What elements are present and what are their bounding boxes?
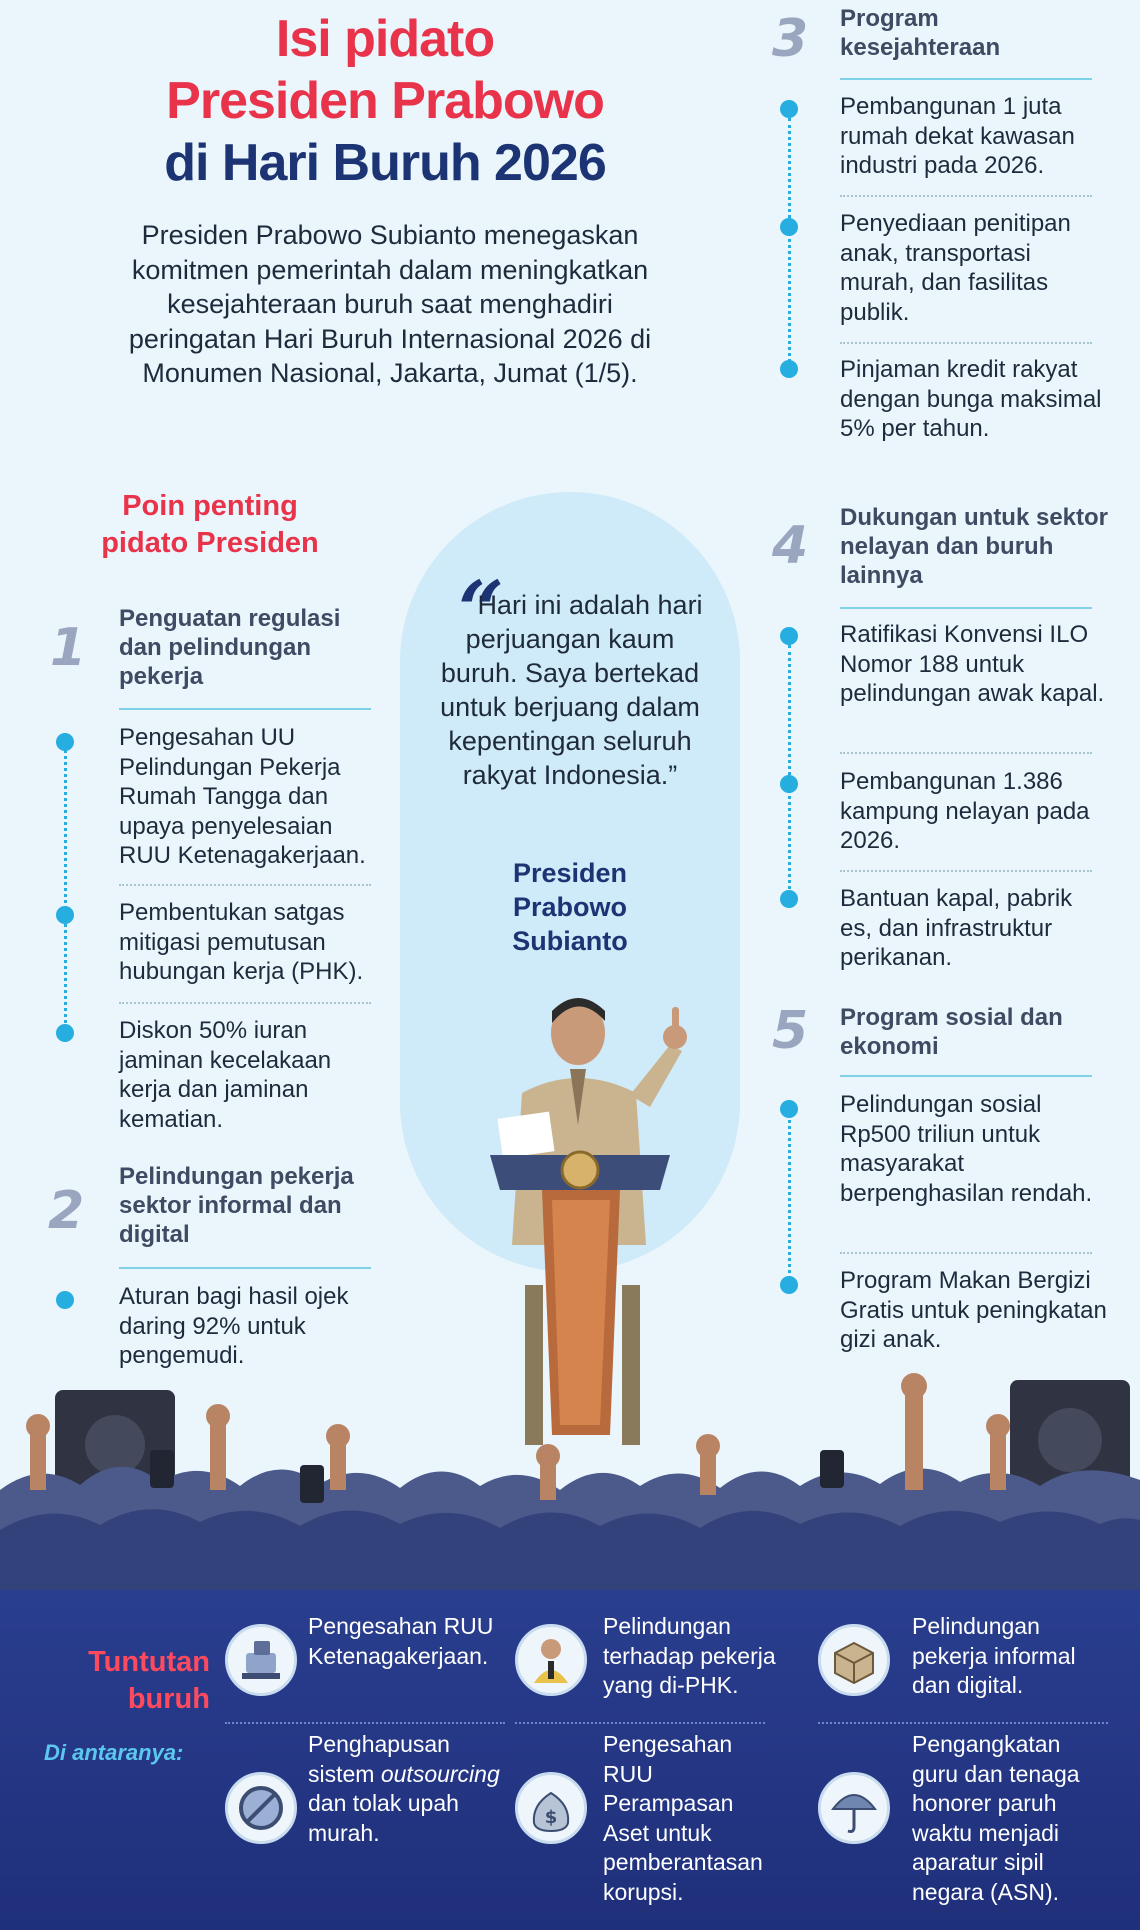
section-2-rule bbox=[119, 1267, 371, 1269]
bullet-dot bbox=[780, 100, 798, 118]
quote-attribution: Presiden Prabowo Subianto bbox=[512, 858, 628, 956]
demands-heading-line-2: buruh bbox=[127, 1683, 210, 1715]
delivery-box-icon bbox=[818, 1624, 890, 1696]
demand-item-6: Pengangkatan guru dan tenaga honorer paruh waktu menjadi aparatur sipil negara (ASN). bbox=[912, 1731, 1080, 1905]
section-1-connector bbox=[64, 745, 67, 1035]
money-bag-icon bbox=[515, 1772, 587, 1844]
demand-separator bbox=[225, 1722, 505, 1724]
section-4-number: 4 bbox=[772, 516, 809, 576]
section-3-item-1: Pembangunan 1 juta rumah dekat kawasan industri pada 2026. bbox=[840, 93, 1075, 179]
section-3-item-2: Penyediaan penitipan anak, transportasi murah, dan fasilitas publik. bbox=[840, 210, 1071, 326]
section-5-item-1: Pelindungan sosial Rp500 triliun untuk masyarakat berpenghasilan rendah. bbox=[840, 1091, 1093, 1207]
section-2-number: 2 bbox=[48, 1181, 85, 1241]
section-5-item-2: Program Makan Bergizi Gratis untuk peningkatan gizi anak. bbox=[840, 1267, 1107, 1353]
section-3-title: Program kesejahteraan bbox=[840, 5, 1001, 61]
section-2-title: Pelindungan pekerja sektor informal dan digital bbox=[119, 1163, 354, 1248]
section-3-item-3: Pinjaman kredit rakyat dengan bunga maksimal 5% per tahun. bbox=[840, 356, 1102, 442]
key-points-heading bbox=[70, 488, 350, 562]
section-1-rule bbox=[119, 708, 371, 710]
key-points-heading-line-2: pidato Presiden bbox=[101, 527, 319, 559]
bullet-dot bbox=[56, 906, 74, 924]
dismissed-worker-icon bbox=[515, 1624, 587, 1696]
item-separator bbox=[840, 342, 1092, 344]
section-5-title: Program sosial dan ekonomi bbox=[840, 1004, 1063, 1060]
section-3-number: 3 bbox=[772, 9, 809, 69]
crowd-illustration bbox=[0, 1370, 1140, 1610]
demand-item-1: Pengesahan RUU Ketenagakerjaan. bbox=[308, 1613, 494, 1669]
section-4-rule bbox=[840, 607, 1092, 609]
title-line-1: Isi pidato bbox=[275, 10, 495, 68]
demand-item-5: Pengesahan RUU Perampasan Aset untuk pemberantasan korupsi. bbox=[603, 1731, 763, 1905]
section-5-connector bbox=[788, 1120, 791, 1285]
item-separator bbox=[840, 870, 1092, 872]
section-3-connector bbox=[788, 118, 791, 368]
bullet-dot bbox=[780, 775, 798, 793]
bullet-dot bbox=[780, 218, 798, 236]
section-4-item-2: Pembangunan 1.386 kampung nelayan pada 2026. bbox=[840, 768, 1090, 854]
section-1-title: Penguatan regulasi dan pelindungan pekerja bbox=[119, 605, 341, 690]
section-2-item-1: Aturan bagi hasil ojek daring 92% untuk pengemudi. bbox=[119, 1283, 349, 1369]
svg-text:$: $ bbox=[544, 1807, 558, 1828]
law-gavel-icon bbox=[225, 1624, 297, 1696]
demand-item-3: Pelindungan pekerja informal dan digital. bbox=[912, 1613, 1076, 1698]
section-4-connector bbox=[788, 645, 791, 895]
bullet-dot bbox=[56, 733, 74, 751]
demand-item-2: Pelindungan terhadap pekerja yang di-PHK. bbox=[603, 1613, 776, 1698]
section-3-rule bbox=[840, 78, 1092, 80]
title-line-3: di Hari Buruh 2026 bbox=[164, 134, 606, 192]
section-5-number: 5 bbox=[772, 1001, 809, 1061]
bullet-dot bbox=[780, 1276, 798, 1294]
bullet-dot bbox=[56, 1291, 74, 1309]
demand-item-4 bbox=[308, 1730, 508, 1848]
bullet-dot bbox=[780, 890, 798, 908]
umbrella-icon bbox=[818, 1772, 890, 1844]
bullet-dot bbox=[56, 1024, 74, 1042]
demand-item-4-post: dan tolak upah murah. bbox=[308, 1790, 459, 1846]
item-separator bbox=[840, 1252, 1092, 1254]
section-4-item-1: Ratifikasi Konvensi ILO Nomor 188 untuk pelindungan awak kapal. bbox=[840, 621, 1105, 707]
quote-mark-icon: “ bbox=[458, 563, 505, 657]
item-separator bbox=[840, 752, 1092, 754]
section-1-item-2: Pembentukan satgas mitigasi pemutusan hubungan kerja (PHK). bbox=[119, 899, 364, 985]
demand-item-4-emphasis: outsourcing bbox=[380, 1760, 500, 1787]
item-separator bbox=[119, 1002, 371, 1004]
demands-subheading: Di antaranya: bbox=[44, 1740, 184, 1765]
outsourcing-ban-icon bbox=[225, 1772, 297, 1844]
title-line-2: Presiden Prabowo bbox=[166, 72, 604, 130]
demand-item-4-pre: Penghapusan sistem bbox=[308, 1731, 450, 1787]
bullet-dot bbox=[780, 360, 798, 378]
item-separator bbox=[840, 195, 1092, 197]
section-1-item-3: Diskon 50% iuran jaminan kecelakaan kerja dan jaminan kematian. bbox=[119, 1017, 332, 1133]
section-5-rule bbox=[840, 1075, 1092, 1077]
demand-separator bbox=[818, 1722, 1108, 1724]
item-separator bbox=[119, 884, 371, 886]
bullet-dot bbox=[780, 627, 798, 645]
section-1-number: 1 bbox=[50, 618, 87, 678]
demands-heading-line-1: Tuntutan bbox=[88, 1646, 210, 1678]
demand-separator bbox=[515, 1722, 765, 1724]
quote-text: Hari ini adalah hari perjuangan kaum buruh. Saya bertekad untuk berjuang dalam kepentingan seluruh rakyat Indonesia.” bbox=[440, 590, 703, 790]
section-1-item-1: Pengesahan UU Pelindungan Pekerja Rumah Tangga dan upaya penyelesaian RUU Ketenagakerjaan. bbox=[119, 724, 366, 869]
key-points-heading-line-1: Poin penting bbox=[122, 490, 298, 522]
section-4-title: Dukungan untuk sektor nelayan dan buruh lainnya bbox=[840, 504, 1109, 589]
demands-heading bbox=[40, 1644, 210, 1718]
page-title bbox=[90, 8, 680, 194]
bullet-dot bbox=[780, 1100, 798, 1118]
intro-paragraph: Presiden Prabowo Subianto menegaskan komitmen pemerintah dalam meningkatkan kesejahteraan buruh saat menghadiri peringatan Hari Buruh Internasional 2026 di Monumen Nasional, Jakarta, Jumat (1/5). bbox=[128, 220, 652, 388]
section-4-item-3: Bantuan kapal, pabrik es, dan infrastruktur perikanan. bbox=[840, 885, 1073, 971]
